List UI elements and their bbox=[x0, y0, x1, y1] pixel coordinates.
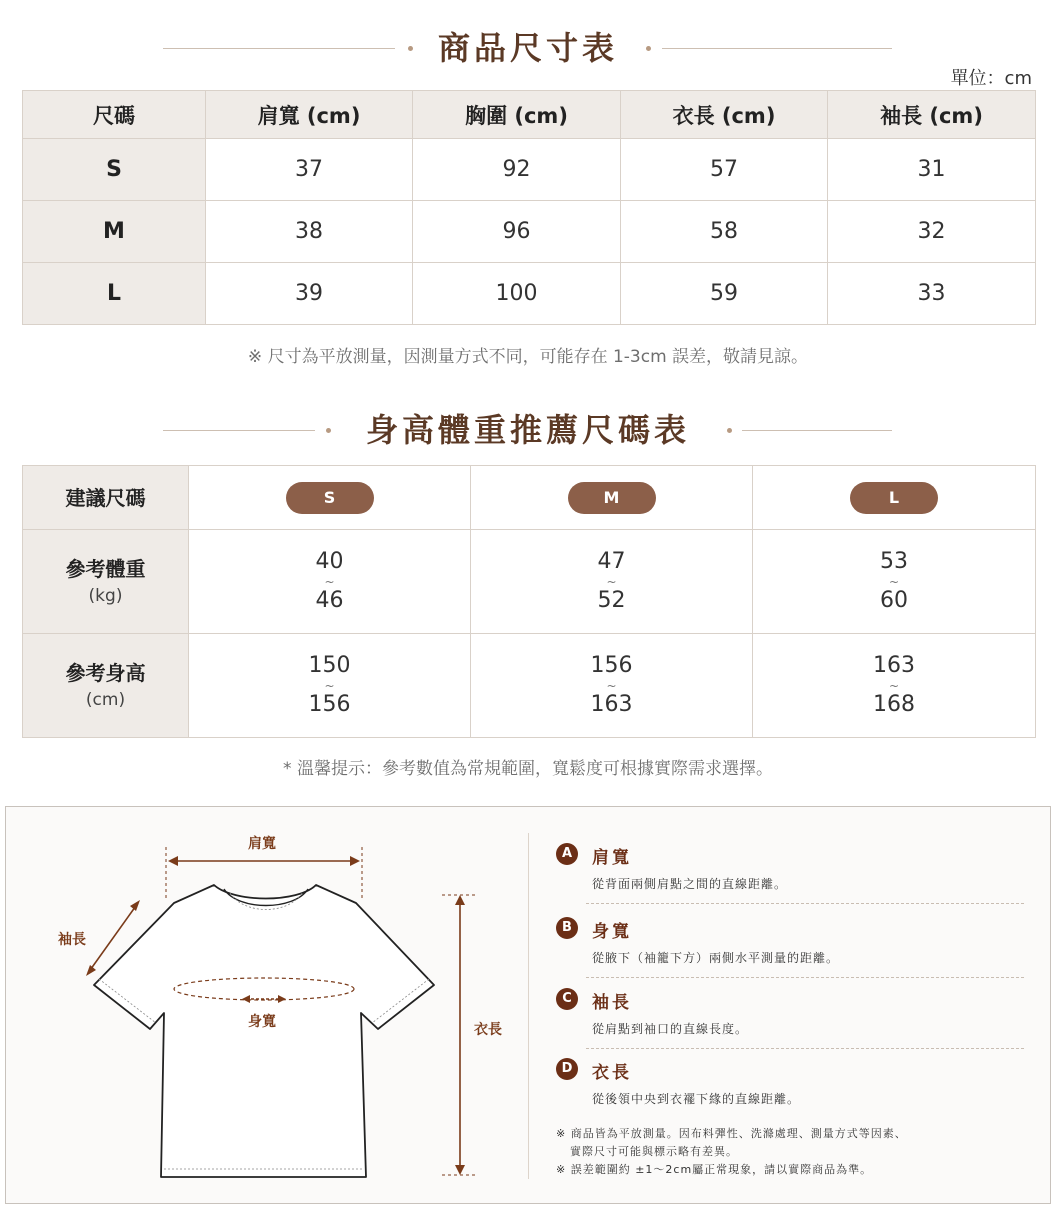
header-length: 衣長 (cm) bbox=[621, 91, 828, 139]
length-arrowhead-bottom bbox=[455, 1165, 465, 1175]
length-cell: 59 bbox=[621, 263, 828, 325]
sleeve-arrowhead-bottom bbox=[86, 965, 96, 976]
weight-unit: (kg) bbox=[88, 585, 123, 606]
title-rule-left bbox=[163, 48, 395, 49]
weight-range-cell bbox=[189, 530, 471, 634]
range-min: 40 bbox=[315, 549, 344, 575]
size-badge: L bbox=[850, 482, 938, 514]
range-min: 163 bbox=[873, 653, 915, 679]
range-min: 53 bbox=[880, 549, 908, 575]
size-badge: M bbox=[568, 482, 656, 514]
range-max: 52 bbox=[597, 587, 626, 613]
shoulder-arrowhead-left bbox=[168, 856, 178, 866]
height-range-cell bbox=[753, 634, 1036, 738]
size-table bbox=[22, 90, 1036, 325]
header-chest: 胸圍 (cm) bbox=[413, 91, 621, 139]
header-sleeve: 袖長 (cm) bbox=[828, 91, 1036, 139]
size-cell bbox=[471, 466, 753, 530]
guide-item-divider bbox=[586, 977, 1024, 978]
guide-item-title: 衣長 bbox=[592, 1063, 632, 1083]
range-min: 150 bbox=[308, 653, 351, 679]
range-max: 168 bbox=[873, 691, 915, 717]
diagram-label-sleeve: 袖長 bbox=[58, 932, 86, 948]
shoulder-cell: 38 bbox=[206, 201, 413, 263]
weight-range-cell bbox=[753, 530, 1036, 634]
table-row bbox=[23, 466, 1036, 530]
size-cell bbox=[753, 466, 1036, 530]
size-chart-note: ※ 尺寸為平放測量，因測量方式不同，可能存在 1-3cm 誤差，敬請見諒。 bbox=[247, 347, 809, 367]
guide-note bbox=[556, 1125, 907, 1179]
recommend-table bbox=[22, 465, 1036, 738]
range-tilde: ~ bbox=[324, 678, 335, 693]
range-max: 60 bbox=[880, 587, 908, 613]
guide-note-line: 實際尺寸可能與標示略有差異。 bbox=[570, 1145, 738, 1158]
table-row bbox=[23, 634, 1036, 738]
length-arrowhead-top bbox=[455, 895, 465, 905]
table-row bbox=[23, 139, 1036, 201]
guide-item-divider bbox=[586, 1048, 1024, 1049]
length-cell: 57 bbox=[621, 139, 828, 201]
measurement-guide bbox=[5, 806, 1051, 1204]
weight-row-label bbox=[23, 530, 189, 634]
badge-d: D bbox=[556, 1058, 578, 1080]
chest-cell: 96 bbox=[413, 201, 621, 263]
sleeve-cell: 31 bbox=[828, 139, 1036, 201]
title-dot-right bbox=[727, 428, 732, 433]
title-rule-right bbox=[742, 430, 892, 431]
guide-item-desc: 從後領中央到衣襬下緣的直線距離。 bbox=[592, 1092, 801, 1106]
height-range-cell bbox=[471, 634, 753, 738]
title-rule-right bbox=[662, 48, 892, 49]
recommend-chart-title: 身高體重推薦尺碼表 bbox=[365, 411, 690, 449]
range-min: 156 bbox=[590, 653, 633, 679]
length-cell: 58 bbox=[621, 201, 828, 263]
size-cell: L bbox=[23, 263, 206, 325]
guide-note-line: ※ 誤差範圍約 ±1～2cm屬正常現象，請以實際商品為準。 bbox=[556, 1163, 873, 1176]
recommend-chart-note: * 溫馨提示：參考數值為常規範圍，寬鬆度可根據實際需求選擇。 bbox=[283, 759, 773, 779]
range-max: 156 bbox=[308, 691, 351, 717]
table-row bbox=[23, 263, 1036, 325]
title-dot-left bbox=[408, 46, 413, 51]
recommended-size-label: 建議尺碼 bbox=[23, 466, 189, 530]
diagram-label-chest: 身寬 bbox=[248, 1014, 276, 1030]
tshirt-diagram bbox=[6, 807, 526, 1205]
unit-label: 單位：cm bbox=[950, 68, 1032, 89]
tshirt-outline bbox=[94, 885, 434, 1177]
range-tilde: ~ bbox=[888, 678, 900, 693]
title-dot-left bbox=[326, 428, 331, 433]
size-chart-title: 商品尺寸表 bbox=[437, 29, 618, 67]
weight-range-cell bbox=[471, 530, 753, 634]
header-size: 尺碼 bbox=[23, 91, 206, 139]
height-unit: (cm) bbox=[85, 689, 126, 710]
table-row bbox=[23, 201, 1036, 263]
table-row bbox=[23, 530, 1036, 634]
chest-cell: 92 bbox=[413, 139, 621, 201]
guide-note-line: ※ 商品皆為平放測量。因布料彈性、洗滌處理、測量方式等因素、 bbox=[556, 1127, 907, 1140]
range-tilde: ~ bbox=[606, 678, 617, 693]
range-tilde: ~ bbox=[324, 574, 335, 589]
size-table-header-row bbox=[23, 91, 1036, 139]
chest-cell: 100 bbox=[413, 263, 621, 325]
size-cell bbox=[189, 466, 471, 530]
title-dot-right bbox=[646, 46, 651, 51]
sleeve-arrowhead-top bbox=[130, 900, 140, 911]
range-min: 47 bbox=[597, 549, 626, 575]
weight-label: 參考體重 bbox=[65, 556, 146, 581]
header-shoulder: 肩寬 (cm) bbox=[206, 91, 413, 139]
shoulder-cell: 39 bbox=[206, 263, 413, 325]
guide-item-desc: 從背面兩側肩點之間的直線距離。 bbox=[592, 877, 788, 891]
height-label: 參考身高 bbox=[65, 660, 146, 685]
size-chart-heading bbox=[0, 28, 1056, 68]
guide-item-title: 身寬 bbox=[592, 922, 632, 942]
sleeve-cell: 32 bbox=[828, 201, 1036, 263]
guide-item-desc: 從肩點到袖口的直線長度。 bbox=[592, 1022, 749, 1036]
guide-item-title: 袖長 bbox=[592, 993, 632, 1013]
guide-item-divider bbox=[586, 903, 1024, 904]
size-cell: S bbox=[23, 139, 206, 201]
shoulder-arrowhead-right bbox=[350, 856, 360, 866]
guide-divider bbox=[528, 833, 529, 1179]
recommend-chart-heading bbox=[0, 410, 1056, 450]
range-max: 163 bbox=[590, 691, 633, 717]
sleeve-cell: 33 bbox=[828, 263, 1036, 325]
diagram-label-shoulder: 肩寬 bbox=[248, 836, 276, 852]
guide-item-title: 肩寬 bbox=[592, 848, 632, 868]
title-rule-left bbox=[163, 430, 315, 431]
badge-a: A bbox=[556, 843, 578, 865]
range-max: 46 bbox=[315, 587, 344, 613]
badge-b: B bbox=[556, 917, 578, 939]
size-badge: S bbox=[286, 482, 374, 514]
shoulder-cell: 37 bbox=[206, 139, 413, 201]
height-row-label bbox=[23, 634, 189, 738]
range-tilde: ~ bbox=[606, 574, 617, 589]
guide-item-desc: 從腋下（袖籠下方）兩側水平測量的距離。 bbox=[592, 951, 840, 965]
size-cell: M bbox=[23, 201, 206, 263]
badge-c: C bbox=[556, 988, 578, 1010]
range-tilde: ~ bbox=[888, 574, 900, 589]
height-range-cell bbox=[189, 634, 471, 738]
diagram-label-length: 衣長 bbox=[474, 1022, 502, 1038]
